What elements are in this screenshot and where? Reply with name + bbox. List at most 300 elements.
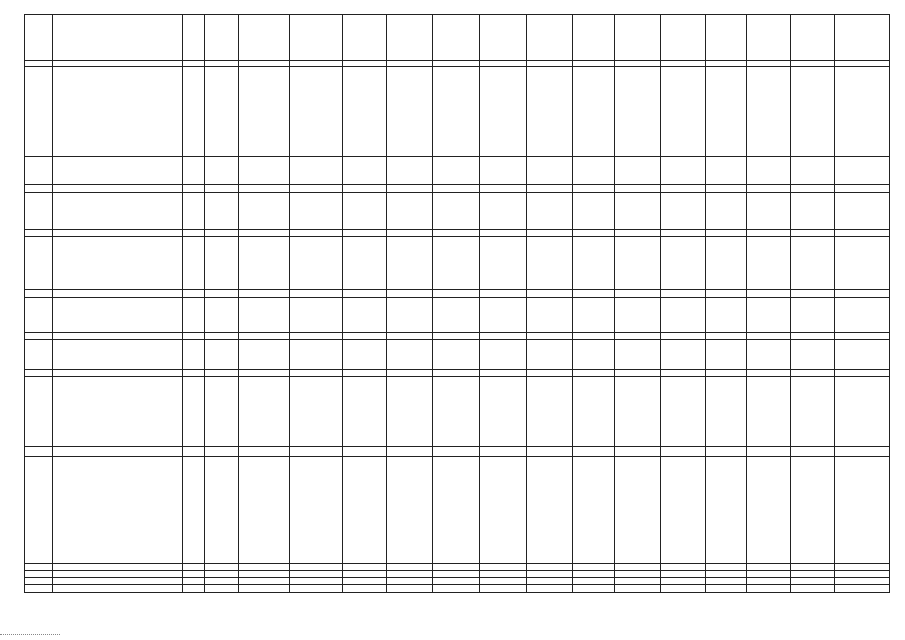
federal-value [747,333,789,338]
header-code [183,15,203,59]
row-number [25,377,51,445]
row-value [343,193,385,228]
totals-value [615,564,659,569]
federal-value [615,185,659,191]
totals-value [343,585,385,592]
totals-value [433,578,478,583]
row-value [615,237,659,288]
header-grbs [205,15,237,59]
federal-caption [53,230,237,235]
totals-value [343,571,385,576]
totals-value [433,571,478,576]
row-value [387,298,431,331]
column-index [615,61,659,65]
totals-value [433,564,478,569]
totals-value [747,578,789,583]
federal-value [343,447,385,455]
totals-value [615,585,659,592]
header-no [25,15,51,59]
row-value [661,298,704,331]
row-value [290,377,341,445]
row-total [835,377,889,445]
totals-value [527,578,571,583]
totals-label [53,585,237,592]
row-value [747,237,789,288]
row-value [791,67,833,155]
column-index [791,61,833,65]
federal-value [527,333,571,338]
federal-value [433,290,478,296]
column-index [480,61,525,65]
totals-value [706,571,745,576]
federal-value [747,185,789,191]
row-code [183,193,203,228]
federal-value [791,370,833,375]
row-number [25,157,51,183]
row-value [661,377,704,445]
row-value [573,193,613,228]
row-value [343,237,385,288]
federal-value [387,333,431,338]
totals-value [747,564,789,569]
row-value [706,67,745,155]
federal-caption [53,290,237,296]
row-value [290,157,341,183]
federal-value [290,290,341,296]
federal-value [615,447,659,455]
row-code [183,237,203,288]
header-col [239,15,288,59]
header-col [573,15,613,59]
federal-value [387,447,431,455]
row-value [480,237,525,288]
federal-value [573,447,613,455]
federal-value [433,333,478,338]
column-index [53,61,181,65]
totals-value [527,571,571,576]
totals-value [290,578,341,583]
column-index [747,61,789,65]
federal-total [835,185,889,191]
row-number [25,67,51,155]
row-value [661,237,704,288]
row-value [747,157,789,183]
federal-value [573,370,613,375]
federal-value [661,370,704,375]
totals-value [573,571,613,576]
row-value [239,157,288,183]
totals-value [290,571,341,576]
federal-value [239,185,288,191]
row-number [25,193,51,228]
federal-value [706,370,745,375]
row-value [343,67,385,155]
row-total [835,157,889,183]
federal-value [290,370,341,375]
federal-value [615,230,659,235]
row-number [25,237,51,288]
row-value [706,377,745,445]
header-col [343,15,385,59]
row-value [290,340,341,368]
row-value [573,67,613,155]
totals-value [290,585,341,592]
totals-value [343,564,385,569]
federal-total [835,333,889,338]
federal-value [433,230,478,235]
federal-total [835,230,889,235]
row-grbs [205,237,237,288]
row-value [480,298,525,331]
totals-value [791,578,833,583]
federal-value [527,290,571,296]
federal-value [433,447,478,455]
row-value [791,157,833,183]
federal-value [239,230,288,235]
footer-rule [0,634,60,635]
federal-value [480,370,525,375]
federal-value [573,185,613,191]
federal-value [480,447,525,455]
federal-value [661,333,704,338]
federal-value [239,333,288,338]
row-value [527,67,571,155]
totals-grand [835,585,889,592]
row-value [433,340,478,368]
row-value [527,157,571,183]
row-name [53,67,181,155]
header-name [53,15,181,59]
federal-value [239,447,288,455]
row-value [747,377,789,445]
federal-value [387,370,431,375]
row-code [183,157,203,183]
row-grbs [205,298,237,331]
column-index [706,61,745,65]
row-name [53,237,181,288]
row-value [527,237,571,288]
totals-value [573,585,613,592]
row-value [239,67,288,155]
federal-value [480,230,525,235]
totals-value [480,578,525,583]
row-value [615,377,659,445]
federal-value [387,290,431,296]
row-value [343,298,385,331]
federal-value [527,230,571,235]
row-value [615,298,659,331]
row-value [661,193,704,228]
row-divider [24,456,890,457]
federal-value [343,185,385,191]
row-value [480,340,525,368]
row-value [706,298,745,331]
totals-value [239,564,288,569]
row-value [387,193,431,228]
column-index [239,61,288,65]
column-index [343,61,385,65]
row-value [433,193,478,228]
federal-value [747,290,789,296]
row-value [573,298,613,331]
federal-caption [53,370,237,375]
row-value [615,193,659,228]
row-number [25,340,51,368]
totals-value [343,578,385,583]
row-grbs [205,157,237,183]
row-value [573,157,613,183]
federal-value [480,185,525,191]
totals-value [387,571,431,576]
row-total [835,298,889,331]
row-value [239,340,288,368]
row-value [387,157,431,183]
row-grbs [205,377,237,445]
row-code [183,340,203,368]
row-value [480,67,525,155]
federal-value [527,370,571,375]
row-value [527,340,571,368]
column-index [25,61,51,65]
federal-value [480,290,525,296]
row-value [343,340,385,368]
totals-grand [835,578,889,583]
row-total [835,193,889,228]
federal-value [433,370,478,375]
totals-value [661,564,704,569]
row-name [53,298,181,331]
federal-value [791,290,833,296]
totals-value [480,564,525,569]
column-index [661,61,704,65]
row-value [747,298,789,331]
header-col [387,15,431,59]
row-value [661,340,704,368]
totals-value [747,571,789,576]
row-value [387,377,431,445]
federal-value [706,333,745,338]
federal-value [343,290,385,296]
budget-table [24,14,890,614]
row-name [53,157,181,183]
federal-value [706,290,745,296]
row-value [433,67,478,155]
row-total [835,237,889,288]
federal-value [661,185,704,191]
column-index [387,61,431,65]
row-value [527,377,571,445]
federal-value [706,447,745,455]
federal-value [706,185,745,191]
federal-value [387,230,431,235]
row-value [480,377,525,445]
row-value [661,67,704,155]
totals-value [615,578,659,583]
totals-value [706,578,745,583]
row-value [290,237,341,288]
header-col [747,15,789,59]
row-value [343,377,385,445]
row-value [747,67,789,155]
row-value [290,298,341,331]
row-value [747,193,789,228]
row-value [527,298,571,331]
totals-value [480,585,525,592]
totals-value [387,585,431,592]
row-value [387,340,431,368]
federal-value [343,333,385,338]
header-col [706,15,745,59]
row-value [661,157,704,183]
federal-caption [53,185,237,191]
row-value [239,298,288,331]
row-value [290,193,341,228]
column-index [527,61,571,65]
column-index [433,61,478,65]
header-total [835,15,889,59]
column-index [183,61,203,65]
federal-value [573,230,613,235]
row-value [573,340,613,368]
totals-label [53,564,237,569]
totals-value [791,571,833,576]
column-index [205,61,237,65]
totals-value [480,571,525,576]
row-value [480,193,525,228]
row-value [433,298,478,331]
federal-value [747,230,789,235]
row-value [527,193,571,228]
row-value [387,237,431,288]
totals-grand [835,571,889,576]
federal-value [661,230,704,235]
row-value [706,340,745,368]
totals-value [661,585,704,592]
row-value [706,237,745,288]
totals-value [527,585,571,592]
row-value [573,237,613,288]
federal-total [835,370,889,375]
federal-value [791,230,833,235]
row-number [25,298,51,331]
row-code [183,377,203,445]
federal-value [747,447,789,455]
federal-value [239,290,288,296]
totals-value [433,585,478,592]
federal-value [747,370,789,375]
federal-value [433,185,478,191]
row-value [433,377,478,445]
federal-value [791,333,833,338]
totals-value [239,585,288,592]
federal-value [527,185,571,191]
federal-value [527,447,571,455]
federal-value [615,370,659,375]
totals-value [706,585,745,592]
totals-value [527,564,571,569]
totals-value [791,585,833,592]
row-value [615,157,659,183]
federal-value [343,230,385,235]
federal-value [573,333,613,338]
federal-value [791,447,833,455]
header-col [480,15,525,59]
federal-value [791,185,833,191]
header-col [527,15,571,59]
column-index [290,61,341,65]
header-col [661,15,704,59]
totals-label [53,578,237,583]
federal-value [615,290,659,296]
row-name [53,377,181,445]
header-col [615,15,659,59]
totals-value [573,564,613,569]
row-value [573,377,613,445]
federal-caption [53,333,237,338]
federal-total [835,447,889,455]
row-value [387,67,431,155]
row-value [791,340,833,368]
federal-caption [53,447,237,455]
row-value [480,157,525,183]
totals-value [239,578,288,583]
federal-value [343,370,385,375]
row-grbs [205,340,237,368]
row-value [706,157,745,183]
federal-value [573,290,613,296]
totals-grand [835,564,889,569]
totals-value [661,578,704,583]
column-index [573,61,613,65]
row-value [706,193,745,228]
row-name [53,340,181,368]
federal-value [290,447,341,455]
column-index [835,61,889,65]
row-grbs [205,67,237,155]
row-grbs [205,193,237,228]
totals-value [661,571,704,576]
header-col [791,15,833,59]
row-value [615,67,659,155]
federal-value [290,333,341,338]
federal-value [615,333,659,338]
federal-value [290,230,341,235]
federal-value [387,185,431,191]
totals-value [290,564,341,569]
row-value [791,298,833,331]
row-value [791,377,833,445]
row-name [53,193,181,228]
federal-value [290,185,341,191]
row-value [791,193,833,228]
totals-value [239,571,288,576]
row-value [747,340,789,368]
totals-value [791,564,833,569]
federal-value [480,333,525,338]
header-col [290,15,341,59]
row-value [791,237,833,288]
federal-total [835,290,889,296]
row-total [835,67,889,155]
row-value [239,237,288,288]
totals-label [53,571,237,576]
row-value [433,237,478,288]
row-code [183,67,203,155]
totals-value [573,578,613,583]
totals-value [747,585,789,592]
federal-value [661,290,704,296]
row-value [615,340,659,368]
